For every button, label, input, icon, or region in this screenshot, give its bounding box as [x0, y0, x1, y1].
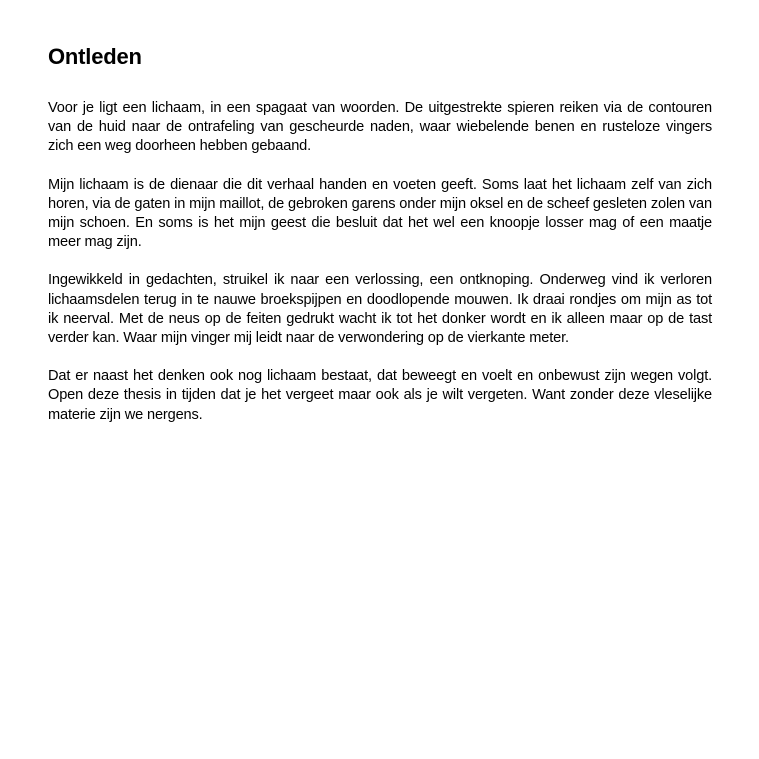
paragraph-4: Dat er naast het denken ook nog lichaam bestaat, dat beweegt en voelt en onbewust zijn wegen volgt. Open deze thesis in tijden dat je het vergeet maar ook als je wilt vergeten. Want zonder deze vleselijke materie zijn we nergens.	[48, 368, 712, 423]
paragraph-2: Mijn lichaam is de dienaar die dit verhaal handen en voeten geeft. Soms laat het lichaam zelf van zich horen, via de gaten in mijn maillot, de gebroken garens onder mijn oksel en de scheef gesleten zolen van mijn schoen. En soms is het mijn geest die besluit dat het wel een knoopje losser mag of een maatje meer mag zijn.	[48, 176, 712, 251]
paragraph-3: Ingewikkeld in gedachten, struikel ik naar een verlossing, een ontknoping. Onderweg vind ik verloren lichaamsdelen terug in te nauwe broekspijpen en doodlopende mouwen. Ik draai rondjes om mijn as tot ik neerval. Met de neus op de feiten gedrukt wacht ik tot het donker wordt en ik alleen maar op de tast verder kan. Waar mijn vinger mij leidt naar de verwondering op de vierkante meter.	[48, 272, 712, 347]
document-page	[48, 42, 712, 425]
paragraph-1: Voor je ligt een lichaam, in een spagaat van woorden. De uitgestrekte spieren reiken via de contouren van de huid naar de ontrafeling van gescheurde naden, waar wiebelende benen en rusteloze vingers zich een weg doorheen hebben gebaand.	[48, 100, 712, 155]
document-title: Ontleden	[48, 44, 142, 69]
